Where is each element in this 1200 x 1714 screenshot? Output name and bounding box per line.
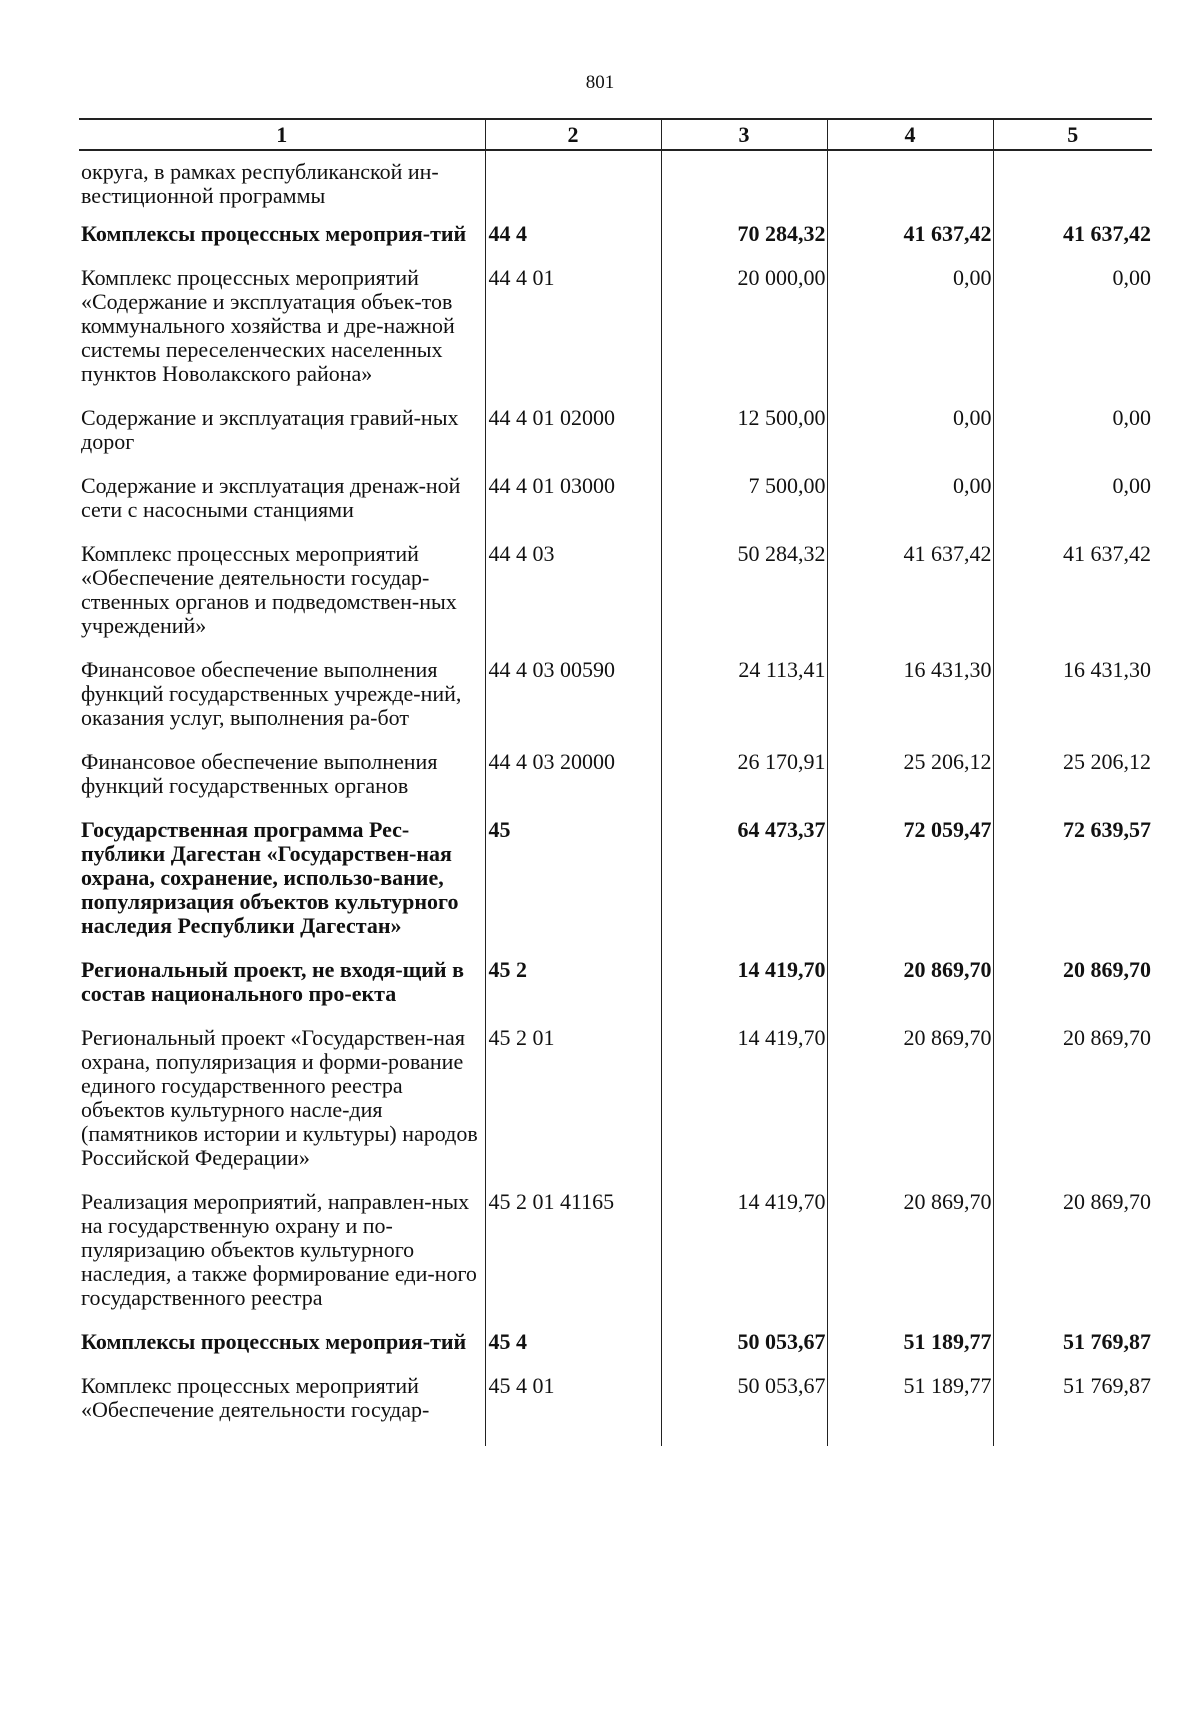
cell-value-col3: 50 053,67 xyxy=(661,1330,827,1374)
cell-code: 45 2 xyxy=(485,958,661,1026)
cell-code: 44 4 03 20000 xyxy=(485,750,661,818)
cell-value-col4: 20 869,70 xyxy=(827,1190,993,1330)
table-row xyxy=(79,542,1152,658)
cell-name: Содержание и эксплуатация дренаж-ной сети с насосными станциями xyxy=(81,473,461,522)
column-header-4: 4 xyxy=(827,119,993,150)
cell-name: Комплексы процессных мероприя-тий xyxy=(81,1329,467,1354)
table-row xyxy=(79,750,1152,818)
table-body xyxy=(79,150,1152,1446)
cell-value-col3: 14 419,70 xyxy=(661,958,827,1026)
cell-value-col4: 16 431,30 xyxy=(827,658,993,750)
cell-value-col4: 25 206,12 xyxy=(827,750,993,818)
page-number: 801 xyxy=(585,72,615,93)
cell-value-col5: 20 869,70 xyxy=(993,1190,1152,1330)
cell-value-col4: 20 869,70 xyxy=(827,958,993,1026)
cell-code: 45 4 xyxy=(485,1330,661,1374)
cell-value-col5: 16 431,30 xyxy=(993,658,1152,750)
cell-value-col4: 0,00 xyxy=(827,406,993,474)
cell-value-col3: 24 113,41 xyxy=(661,658,827,750)
table-row xyxy=(79,406,1152,474)
cell-code: 44 4 01 xyxy=(485,266,661,406)
cell-code: 44 4 01 02000 xyxy=(485,406,661,474)
cell-value-col4: 41 637,42 xyxy=(827,222,993,266)
budget-table xyxy=(79,118,1152,1446)
table-header xyxy=(79,119,1152,150)
cell-name: Государственная программа Рес-публики Дагестан «Государствен-ная охрана, сохранение, использо-вание, популяризация объектов культурного наследия Республики Дагестан» xyxy=(81,817,459,938)
cell-code: 45 2 01 41165 xyxy=(485,1190,661,1330)
cell-value-col3: 50 284,32 xyxy=(661,542,827,658)
table-row xyxy=(79,818,1152,958)
cell-value-col5: 41 637,42 xyxy=(993,542,1152,658)
cell-value-col5: 41 637,42 xyxy=(993,222,1152,266)
cell-value-col4: 51 189,77 xyxy=(827,1330,993,1374)
cell-value-col5: 0,00 xyxy=(993,406,1152,474)
cell-value-col4 xyxy=(827,150,993,222)
cell-value-col5: 0,00 xyxy=(993,474,1152,542)
cell-value-col4: 20 869,70 xyxy=(827,1026,993,1190)
cell-value-col4: 51 189,77 xyxy=(827,1374,993,1446)
cell-value-col3: 64 473,37 xyxy=(661,818,827,958)
table-row xyxy=(79,150,1152,222)
table-row xyxy=(79,266,1152,406)
cell-value-col3 xyxy=(661,150,827,222)
cell-code xyxy=(485,150,661,222)
cell-value-col5: 25 206,12 xyxy=(993,750,1152,818)
column-header-5: 5 xyxy=(993,119,1152,150)
cell-code: 44 4 xyxy=(485,222,661,266)
cell-value-col3: 26 170,91 xyxy=(661,750,827,818)
cell-value-col3: 12 500,00 xyxy=(661,406,827,474)
cell-value-col3: 50 053,67 xyxy=(661,1374,827,1446)
cell-code: 45 4 01 xyxy=(485,1374,661,1446)
cell-name: Региональный проект «Государствен-ная охрана, популяризация и форми-рование единого государственного реестра объектов культурного насле-дия (памятников истории и культуры) народов Российской Федерации» xyxy=(81,1025,478,1170)
cell-value-col5: 20 869,70 xyxy=(993,958,1152,1026)
cell-name: Финансовое обеспечение выполнения функций государственных учрежде-ний, оказания услуг, выполнения ра-бот xyxy=(81,657,462,730)
cell-value-col4: 0,00 xyxy=(827,474,993,542)
table-row xyxy=(79,658,1152,750)
cell-value-col4: 72 059,47 xyxy=(827,818,993,958)
table-row xyxy=(79,1026,1152,1190)
cell-name: Комплекс процессных мероприятий «Содержание и эксплуатация объек-тов коммунального хозяйства и дре-нажной системы переселенческих населенных пунктов Новолакского района» xyxy=(81,265,455,386)
cell-value-col4: 0,00 xyxy=(827,266,993,406)
table-row xyxy=(79,222,1152,266)
cell-name: Комплекс процессных мероприятий «Обеспечение деятельности государ- xyxy=(81,1373,430,1422)
cell-code: 45 xyxy=(485,818,661,958)
cell-name: Реализация мероприятий, направлен-ных на государственную охрану и по-пуляризацию объектов культурного наследия, а также формирование еди-ного государственного реестра xyxy=(81,1189,477,1310)
cell-name: округа, в рамках республиканской ин-вестиционной программы xyxy=(81,159,439,208)
cell-value-col5: 0,00 xyxy=(993,266,1152,406)
cell-code: 44 4 03 00590 xyxy=(485,658,661,750)
cell-value-col4: 41 637,42 xyxy=(827,542,993,658)
header-row xyxy=(79,119,1152,150)
cell-value-col5: 20 869,70 xyxy=(993,1026,1152,1190)
cell-value-col5: 51 769,87 xyxy=(993,1330,1152,1374)
cell-value-col3: 7 500,00 xyxy=(661,474,827,542)
table-row xyxy=(79,958,1152,1026)
column-header-1: 1 xyxy=(79,119,485,150)
cell-name: Комплекс процессных мероприятий «Обеспечение деятельности государ-ственных органов и подведомствен-ных учреждений» xyxy=(81,541,457,638)
cell-name: Региональный проект, не входя-щий в состав национального про-екта xyxy=(81,957,464,1006)
cell-value-col5: 51 769,87 xyxy=(993,1374,1152,1446)
cell-value-col3: 70 284,32 xyxy=(661,222,827,266)
column-header-3: 3 xyxy=(661,119,827,150)
cell-name: Содержание и эксплуатация гравий-ных дорог xyxy=(81,405,459,454)
cell-name: Комплексы процессных мероприя-тий xyxy=(81,221,467,246)
cell-value-col3: 14 419,70 xyxy=(661,1190,827,1330)
cell-value-col3: 20 000,00 xyxy=(661,266,827,406)
table-row xyxy=(79,1374,1152,1446)
column-header-2: 2 xyxy=(485,119,661,150)
cell-value-col3: 14 419,70 xyxy=(661,1026,827,1190)
cell-code: 44 4 01 03000 xyxy=(485,474,661,542)
cell-code: 44 4 03 xyxy=(485,542,661,658)
cell-value-col5 xyxy=(993,150,1152,222)
table-row xyxy=(79,1330,1152,1374)
table-row xyxy=(79,474,1152,542)
cell-name: Финансовое обеспечение выполнения функций государственных органов xyxy=(81,749,438,798)
cell-value-col5: 72 639,57 xyxy=(993,818,1152,958)
table-row xyxy=(79,1190,1152,1330)
cell-code: 45 2 01 xyxy=(485,1026,661,1190)
